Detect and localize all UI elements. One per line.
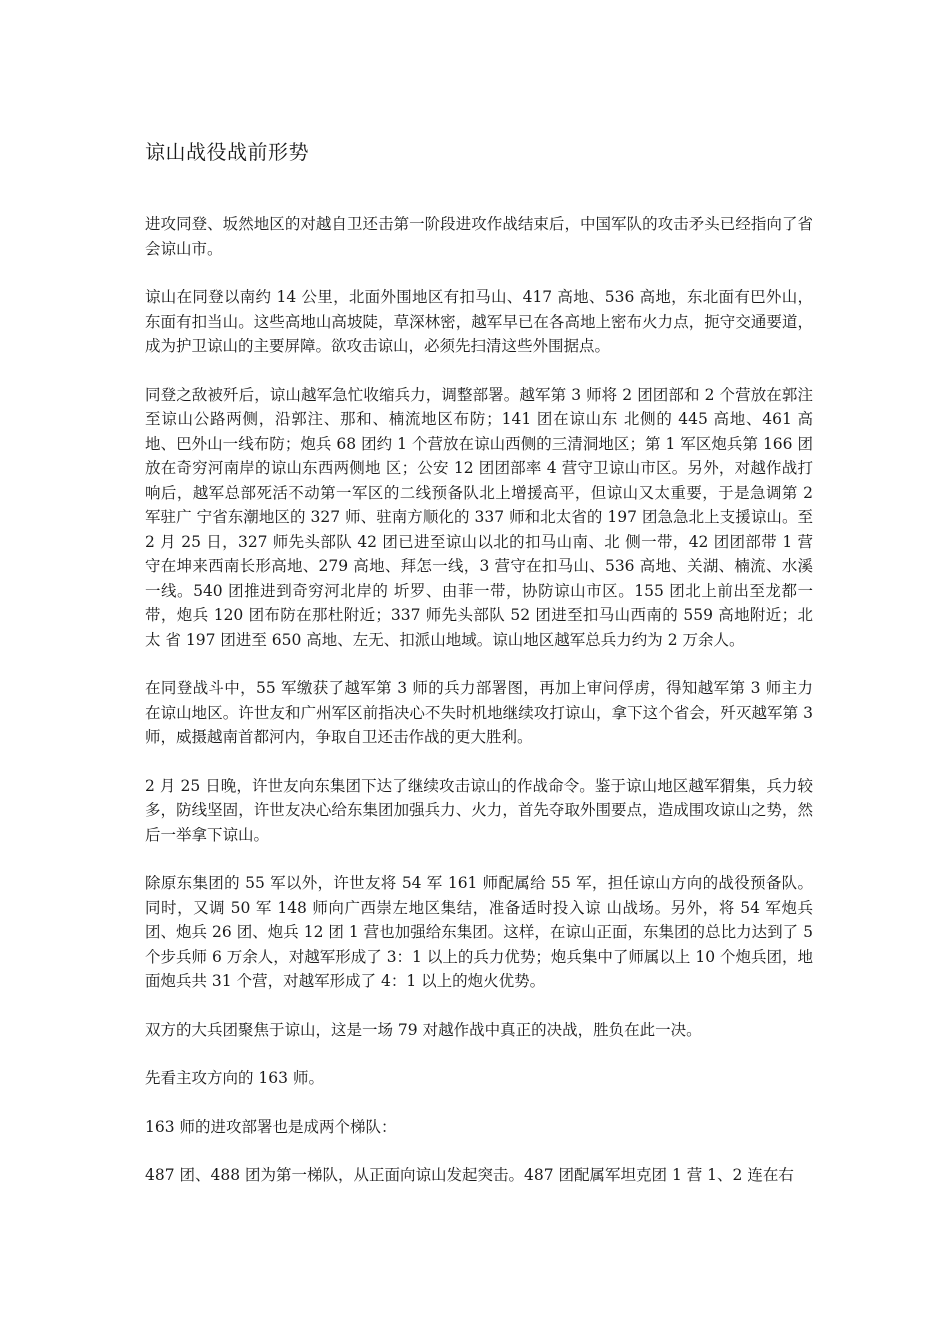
paragraph-deployment: 同登之敌被歼后，谅山越军急忙收缩兵力，调整部署。越军第 3 师将 2 团团部和 2 个营放在郭注至谅山公路两侧，沿郭注、那和、楠流地区布防；141 团在谅山东 北侧的 445 高地、461 高地、巴外山一线布防；炮兵 68 团约 1 个营放在谅山西侧的三清洞地区；第 1 军区炮兵第 166 团放在奇穷河南岸的谅山东西两侧地 区；公安 12 团团部率 4 营守卫谅山市区。另外，对越作战打响后，越军总部死活不动第一军区的二线预备队北上增援高平，但谅山又太重要，于是急调第 2 军驻广 宁省东潮地区的 327 师、驻南方顺化的 337 师和北太省的 197 团急急北上支援谅山。至 2 月 25 日，327 师先头部队 42 团已进至谅山以北的扣马山南、北 侧一带，42 团团部带 1 营守在坤来西南长形高地、279 高地、拜怎一线，3 营守在扣马山、536 高地、关湖、楠流、水溪一线。540 团推进到奇穷河北岸的 圻罗、由菲一带，协防谅山市区。155 团北上前出至龙都一带，炮兵 120 团布防在那杜附近；337 师先头部队 52 团进至扣马山西南的 559 高地附近；北太 省 197 团进至 650 高地、左无、扣派山地域。谅山地区越军总兵力约为 2 万余人。 <box>145 385 813 649</box>
paragraph-order: 2 月 25 日晚，许世友向东集团下达了继续攻击谅山的作战命令。鉴于谅山地区越军猬集，兵力较多，防线坚固，许世友决心给东集团加强兵力、火力，首先夺取外围要点，造成围攻谅山之势，然后一举拿下谅山。 <box>145 776 813 844</box>
paragraph-decision: 在同登战斗中，55 军缴获了越军第 3 师的兵力部署图，再加上审问俘虏，得知越军第 3 师主力在谅山地区。许世友和广州军区前指决心不失时机地继续攻打谅山，拿下这个省会，歼灭越军第 3 师，威摄越南首都河内，争取自卫还击作战的更大胜利。 <box>145 679 813 746</box>
paragraph-163-division: 先看主攻方向的 163 师。 <box>145 1069 324 1087</box>
document-title: 谅山战役战前形势 <box>145 140 309 164</box>
document-page <box>145 140 813 1188</box>
paragraph-terrain: 谅山在同登以南约 14 公里，北面外围地区有扣马山、417 高地、536 高地，东北面有巴外山，东面有扣当山。这些高地山高坡陡，草深林密，越军早已在各高地上密布火力点，扼守交通要道，成为护卫谅山的主要屏障。欲攻击谅山，必须先扫清这些外围据点。 <box>145 288 813 355</box>
paragraph-reinforcement: 除原东集团的 55 军以外，许世友将 54 军 161 师配属给 55 军，担任谅山方向的战役预备队。同时，又调 50 军 148 师向广西崇左地区集结，准备适时投入谅 山战场。另外，将 54 军炮兵团、炮兵 26 团、炮兵 12 团 1 营也加强给东集团。这样，在谅山正面，东集团的总比力达到了 5 个步兵师 6 万余人，对越军形成了 3：1 以上的兵力优势；炮兵集中了师属以上 10 个炮兵团，地面炮兵共 31 个营，对越军形成了 4：1 以上的炮火优势。 <box>145 874 813 990</box>
paragraph-decisive-battle: 双方的大兵团聚焦于谅山，这是一场 79 对越作战中真正的决战，胜负在此一决。 <box>145 1020 702 1039</box>
paragraph-intro: 进攻同登、坂然地区的对越自卫还击第一阶段进攻作战结束后，中国军队的攻击矛头已经指向了省会谅山市。 <box>145 215 813 258</box>
paragraph-first-echelon: 487 团、488 团为第一梯队，从正面向谅山发起突击。487 团配属军坦克团 1 营 1、2 连在右 <box>145 1166 794 1184</box>
paragraph-echelons: 163 师的进攻部署也是成两个梯队： <box>145 1117 397 1136</box>
